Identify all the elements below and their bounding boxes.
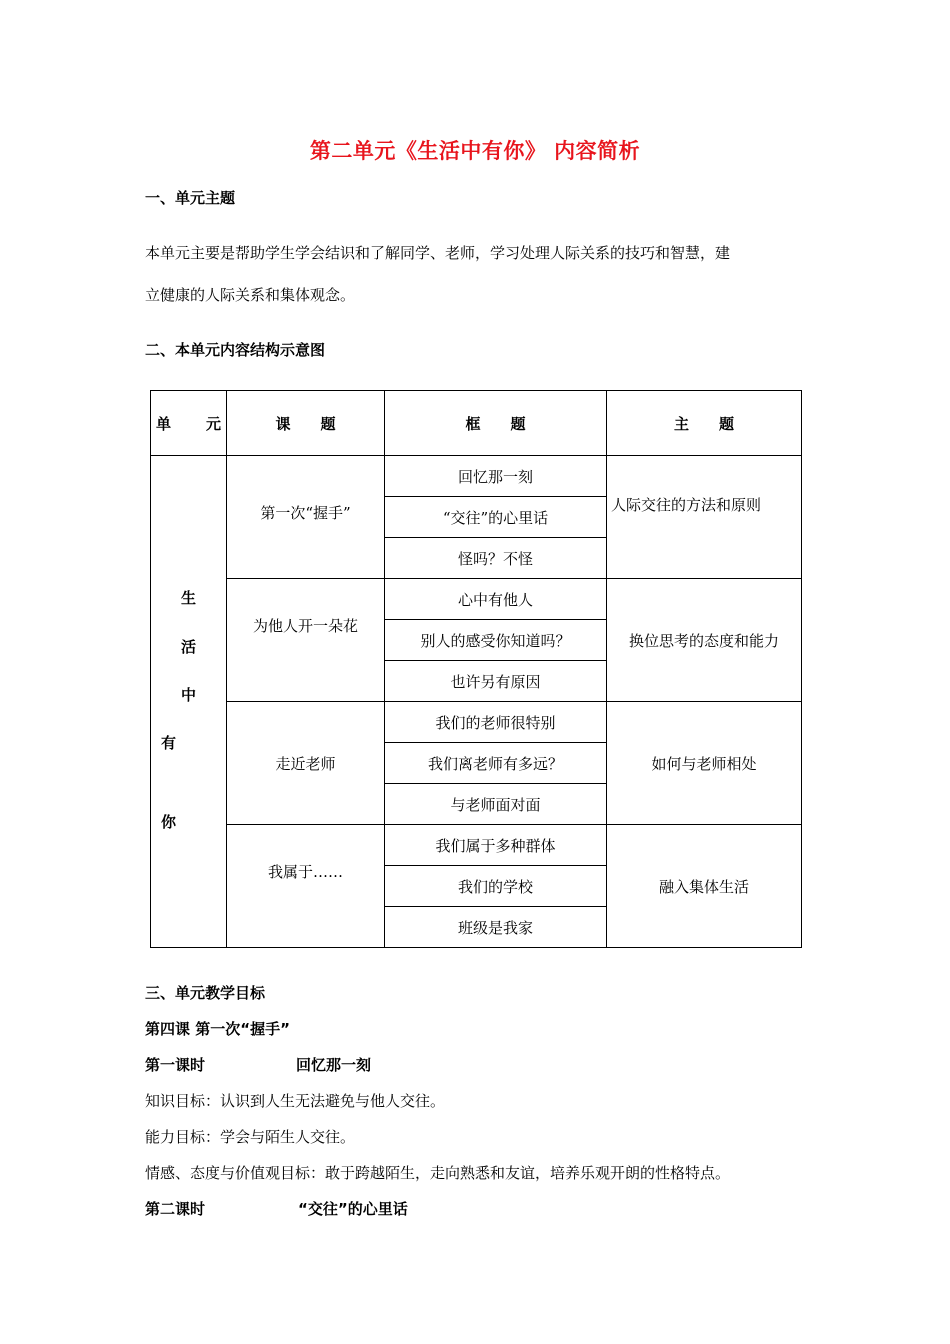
section-heading-objectives: 三、单元教学目标 [145,984,266,1002]
paragraph-line: 立健康的人际关系和集体观念。 [145,286,356,304]
header-unit-char: 元 [205,414,221,433]
theme-cell: 人际交往的方法和原则 [607,456,802,579]
frame-cell: 心中有他人 [385,579,607,620]
period-title: “交往”的心里话 [298,1200,408,1218]
frame-cell: 我们的学校 [385,866,607,907]
header-lesson: 课 题 [227,391,385,456]
page-title: 第二单元《生活中有你》 内容简析 [309,139,641,163]
unit-char: 生 [181,589,197,607]
header-unit [151,391,227,456]
lesson-name-cell: 走近老师 [227,702,385,825]
frame-cell: “交往”的心里话 [385,497,607,538]
frame-cell: 怪吗？不怪 [385,538,607,579]
header-theme: 主 题 [607,391,802,456]
frame-cell: 回忆那一刻 [385,456,607,497]
period-label: 第二课时 [145,1200,206,1218]
table-header-row [151,391,802,456]
header-frame: 框 题 [385,391,607,456]
period-label: 第一课时 [145,1056,206,1074]
frame-cell: 我们离老师有多远？ [385,743,607,784]
frame-cell: 也许另有原因 [385,661,607,702]
section-heading-unit-theme: 一、单元主题 [145,189,236,207]
table-row [151,702,802,743]
objective-emotion: 情感、态度与价值观目标：敢于跨越陌生，走向熟悉和友谊，培养乐观开朗的性格特点。 [145,1164,731,1182]
lesson-name-cell: 我属于…… [227,825,385,948]
unit-char: 你 [161,813,177,831]
header-unit-char: 单 [156,414,172,433]
theme-cell: 换位思考的态度和能力 [607,579,802,702]
frame-cell: 班级是我家 [385,907,607,948]
unit-name-cell [151,456,227,948]
theme-cell: 如何与老师相处 [607,702,802,825]
period-title: 回忆那一刻 [296,1056,372,1074]
section-heading-structure: 二、本单元内容结构示意图 [145,341,326,359]
lesson-heading: 第四课 第一次“握手” [145,1020,290,1038]
lesson-name-cell: 为他人开一朵花 [227,579,385,702]
paragraph-line: 本单元主要是帮助学生学会结识和了解同学、老师，学习处理人际关系的技巧和智慧，建 [145,244,731,262]
unit-char: 有 [161,734,177,752]
objective-knowledge: 知识目标：认识到人生无法避免与他人交往。 [145,1092,446,1110]
table-row [151,456,802,497]
structure-table [150,390,802,948]
frame-cell: 我们属于多种群体 [385,825,607,866]
table-row [151,825,802,866]
frame-cell: 与老师面对面 [385,784,607,825]
theme-cell: 融入集体生活 [607,825,802,948]
unit-char: 活 [181,638,197,656]
frame-cell: 别人的感受你知道吗？ [385,620,607,661]
frame-cell: 我们的老师很特别 [385,702,607,743]
lesson-name-cell: 第一次“握手” [227,456,385,579]
table-row [151,579,802,620]
unit-char: 中 [181,686,197,704]
objective-ability: 能力目标：学会与陌生人交往。 [145,1128,356,1146]
